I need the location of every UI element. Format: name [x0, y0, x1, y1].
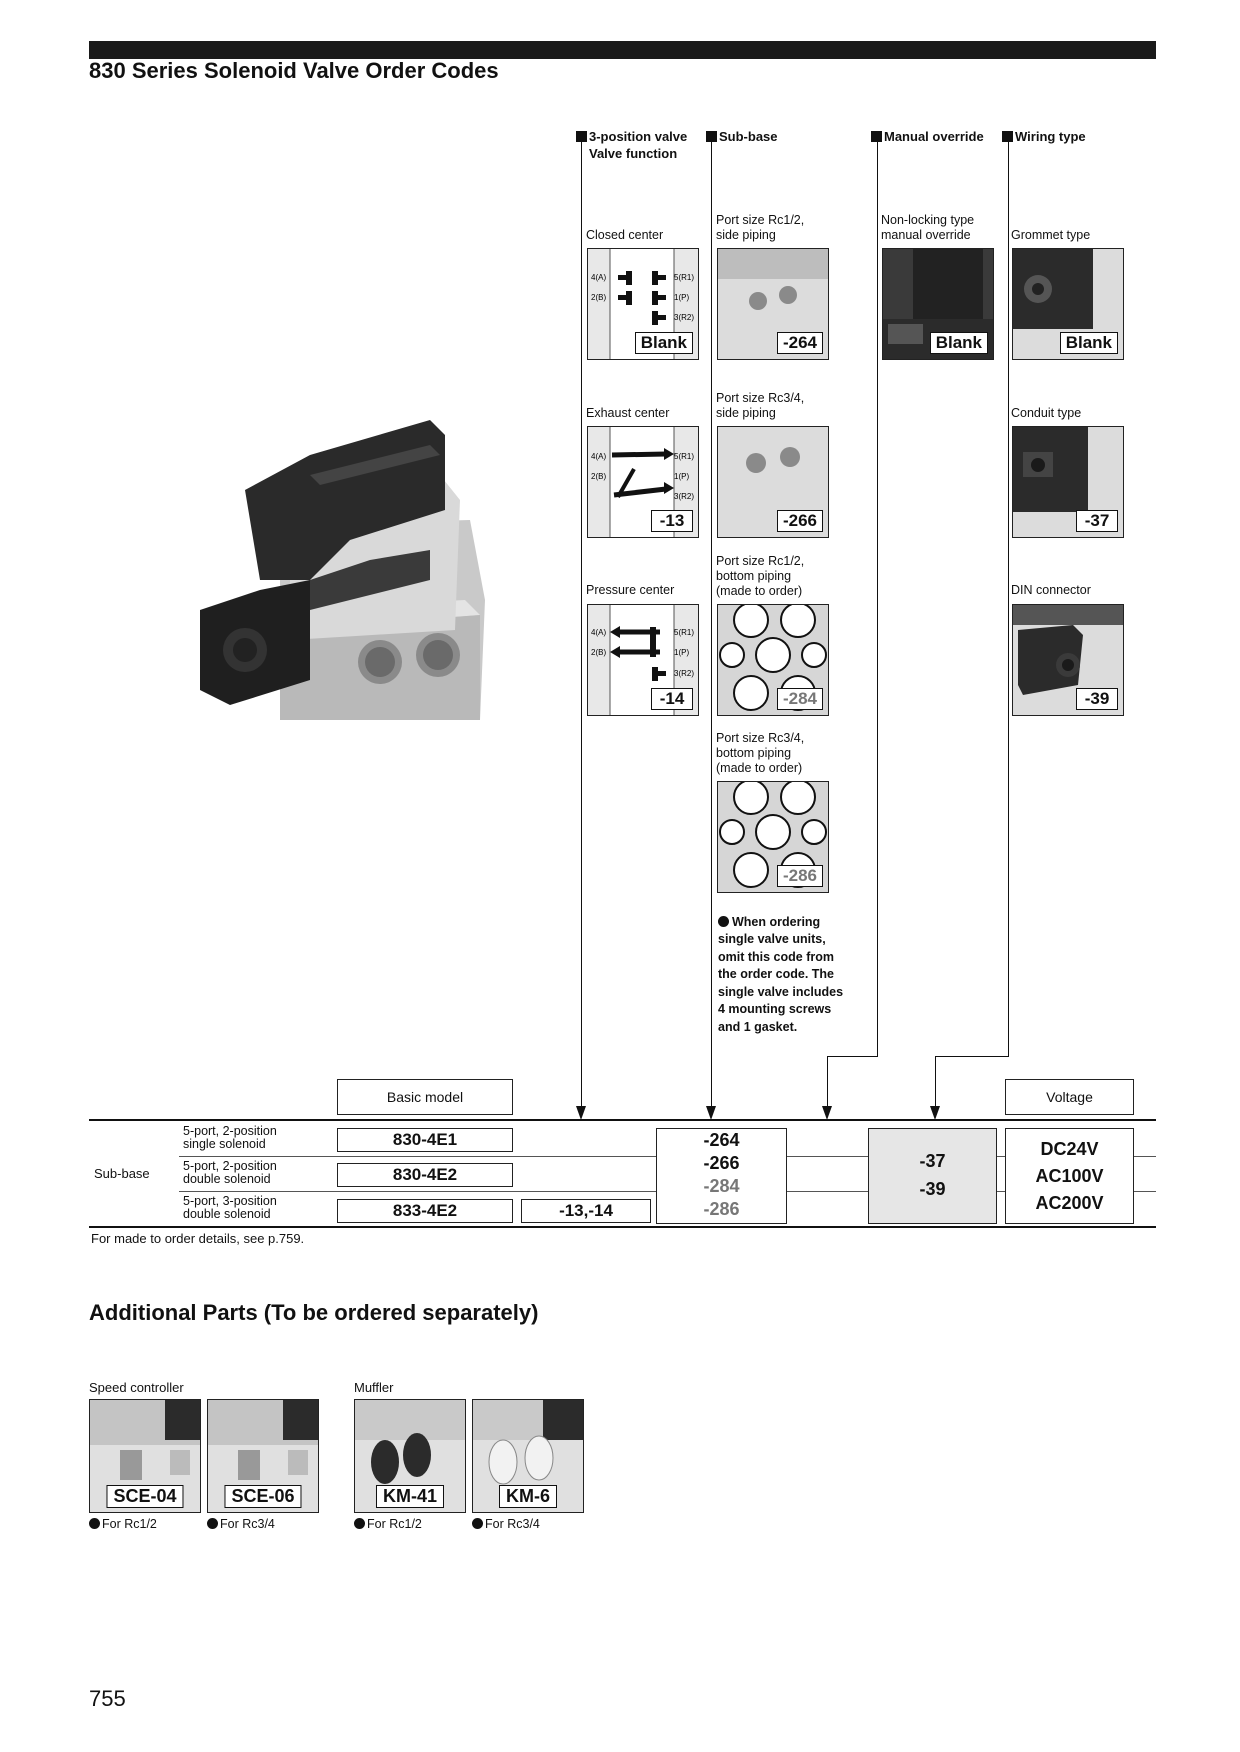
- sb-code-284: -284: [777, 688, 823, 710]
- wiring-table-code-39: -39: [919, 1179, 946, 1199]
- wiring-card-grommet: [1012, 248, 1124, 360]
- row-desc-2: 5-port, 2-position double solenoid: [183, 1159, 277, 1186]
- accessory-note-text: For Rc3/4: [485, 1517, 540, 1531]
- wiring-code-din: -39: [1076, 688, 1118, 710]
- vf-code-exhaust: -13: [651, 510, 693, 532]
- accessory-note-text: For Rc3/4: [220, 1517, 275, 1531]
- table-top-rule: [89, 1119, 1156, 1121]
- wiring-caption-conduit: Conduit type: [1011, 406, 1082, 420]
- wiring-caption-grommet: Grommet type: [1011, 228, 1091, 242]
- svg-text:2(B): 2(B): [591, 648, 607, 657]
- mo-code: Blank: [930, 332, 988, 354]
- sb-card-266: [717, 426, 829, 538]
- additional-parts-title: Additional Parts (To be ordered separately): [89, 1300, 539, 1325]
- table-group-label: Sub-base: [94, 1166, 150, 1181]
- vf-caption-exhaust: Exhaust center: [586, 406, 670, 420]
- muffler-label: Muffler: [354, 1380, 394, 1395]
- bullet-dot-icon: [718, 916, 729, 927]
- vf-caption-closed: Closed center: [586, 228, 664, 242]
- svg-text:5(R1): 5(R1): [674, 273, 695, 282]
- arrow-down-icon: [706, 1106, 716, 1120]
- sb-code-286: -286: [777, 865, 823, 887]
- accessory-note-text: For Rc1/2: [367, 1517, 422, 1531]
- subbase-code-266: -266: [703, 1153, 740, 1173]
- subbase-codes-box: [656, 1128, 787, 1224]
- row-desc-1: 5-port, 2-position single solenoid: [183, 1124, 277, 1151]
- svg-text:3(R2): 3(R2): [674, 492, 695, 501]
- wiring-card-conduit: [1012, 426, 1124, 538]
- mo-caption: Non-locking type manual override: [881, 213, 975, 242]
- bullet-dot-icon: [89, 1518, 100, 1529]
- svg-text:5(R1): 5(R1): [674, 452, 695, 461]
- valve-function-codes: -13,-14: [521, 1199, 651, 1223]
- bullet-dot-icon: [207, 1518, 218, 1529]
- svg-text:4(A): 4(A): [591, 628, 607, 637]
- vf-code-closed: Blank: [635, 332, 693, 354]
- wiring-code-conduit: -37: [1076, 510, 1118, 532]
- accessory-note-sce-04: [89, 1517, 157, 1531]
- wiring-code-grommet: Blank: [1060, 332, 1118, 354]
- vf-card-pressure-center: [587, 604, 699, 716]
- accessory-card-sce-06: [207, 1399, 319, 1513]
- accessory-code-sce-04: SCE-04: [106, 1485, 183, 1508]
- manual-override-header-label: Manual override: [884, 129, 984, 144]
- sb-caption-266: Port size Rc3/4, side piping: [716, 391, 805, 420]
- svg-text:1(P): 1(P): [674, 472, 690, 481]
- vf-card-closed-center: [587, 248, 699, 360]
- arrow-down-icon: [576, 1106, 586, 1120]
- wiring-card-din: [1012, 604, 1124, 716]
- page-number: 755: [89, 1686, 126, 1711]
- accessory-code-sce-06: SCE-06: [224, 1485, 301, 1508]
- model-830-4E1: 830-4E1: [337, 1128, 513, 1152]
- voltage-ac200v: AC200V: [1035, 1193, 1104, 1213]
- arrow-down-icon: [930, 1106, 940, 1120]
- valve-function-header-line1: 3-position valve: [589, 129, 688, 144]
- svg-text:4(A): 4(A): [591, 452, 607, 461]
- sb-code-266: -266: [777, 510, 823, 532]
- svg-text:1(P): 1(P): [674, 648, 690, 657]
- voltage-box: [1005, 1128, 1134, 1224]
- wiring-codes-box: [868, 1128, 997, 1224]
- valve-function-header-line2: Valve function: [589, 146, 678, 161]
- subbase-code-264: -264: [703, 1130, 740, 1150]
- accessory-note-text: For Rc1/2: [102, 1517, 157, 1531]
- svg-text:5(R1): 5(R1): [674, 628, 695, 637]
- sb-card-264: [717, 248, 829, 360]
- bullet-dot-icon: [354, 1518, 365, 1529]
- voltage-ac100v: AC100V: [1035, 1166, 1104, 1186]
- accessory-code-km-41: KM-41: [376, 1485, 444, 1508]
- accessory-note-km-41: [354, 1517, 422, 1531]
- wiring-table-code-37: -37: [919, 1151, 946, 1171]
- svg-text:2(B): 2(B): [591, 293, 607, 302]
- sb-card-284: [717, 604, 829, 716]
- accessory-note-km-6: [472, 1517, 540, 1531]
- model-833-4E2: 833-4E2: [337, 1199, 513, 1223]
- sub-base-note: [718, 896, 878, 1036]
- svg-text:3(R2): 3(R2): [674, 669, 695, 678]
- accessory-card-sce-04: [89, 1399, 201, 1513]
- row-desc-3: 5-port, 3-position double solenoid: [183, 1194, 277, 1221]
- vf-card-exhaust-center: [587, 426, 699, 538]
- accessory-note-sce-06: [207, 1517, 275, 1531]
- bullet-dot-icon: [472, 1518, 483, 1529]
- vf-caption-pressure: Pressure center: [586, 583, 675, 597]
- page-title: 830 Series Solenoid Valve Order Codes: [89, 58, 499, 83]
- table-footnote: For made to order details, see p.759.: [91, 1231, 305, 1246]
- accessory-code-km-6: KM-6: [499, 1485, 557, 1508]
- vf-code-pressure: -14: [651, 688, 693, 710]
- sb-caption-284: Port size Rc1/2, bottom piping (made to order): [716, 554, 805, 598]
- arrow-down-icon: [822, 1106, 832, 1120]
- svg-text:2(B): 2(B): [591, 472, 607, 481]
- model-830-4E2: 830-4E2: [337, 1163, 513, 1187]
- subbase-code-284: -284: [703, 1176, 740, 1196]
- sub-base-note-text: When ordering single valve units, omit this code from the order code. The single valve includes 4 mounting screws and 1 gasket.: [718, 914, 844, 1034]
- sb-caption-286: Port size Rc3/4, bottom piping (made to order): [716, 731, 805, 775]
- svg-text:3(R2): 3(R2): [674, 313, 695, 322]
- speed-controller-label: Speed controller: [89, 1380, 184, 1395]
- sb-code-264: -264: [777, 332, 823, 354]
- sub-base-header-label: Sub-base: [719, 129, 778, 144]
- mo-card-non-locking: [882, 248, 994, 360]
- sb-caption-264: Port size Rc1/2, side piping: [716, 213, 805, 242]
- wiring-type-header-label: Wiring type: [1015, 129, 1086, 144]
- voltage-header: Voltage: [1005, 1079, 1134, 1115]
- table-bottom-rule: [89, 1226, 1156, 1228]
- sb-card-286: [717, 781, 829, 893]
- svg-text:1(P): 1(P): [674, 293, 690, 302]
- wiring-caption-din: DIN connector: [1011, 583, 1091, 597]
- basic-model-header: Basic model: [337, 1079, 513, 1115]
- svg-text:4(A): 4(A): [591, 273, 607, 282]
- accessory-card-km-41: [354, 1399, 466, 1513]
- accessory-card-km-6: [472, 1399, 584, 1513]
- subbase-code-286: -286: [703, 1199, 740, 1219]
- voltage-dc24v: DC24V: [1040, 1139, 1099, 1159]
